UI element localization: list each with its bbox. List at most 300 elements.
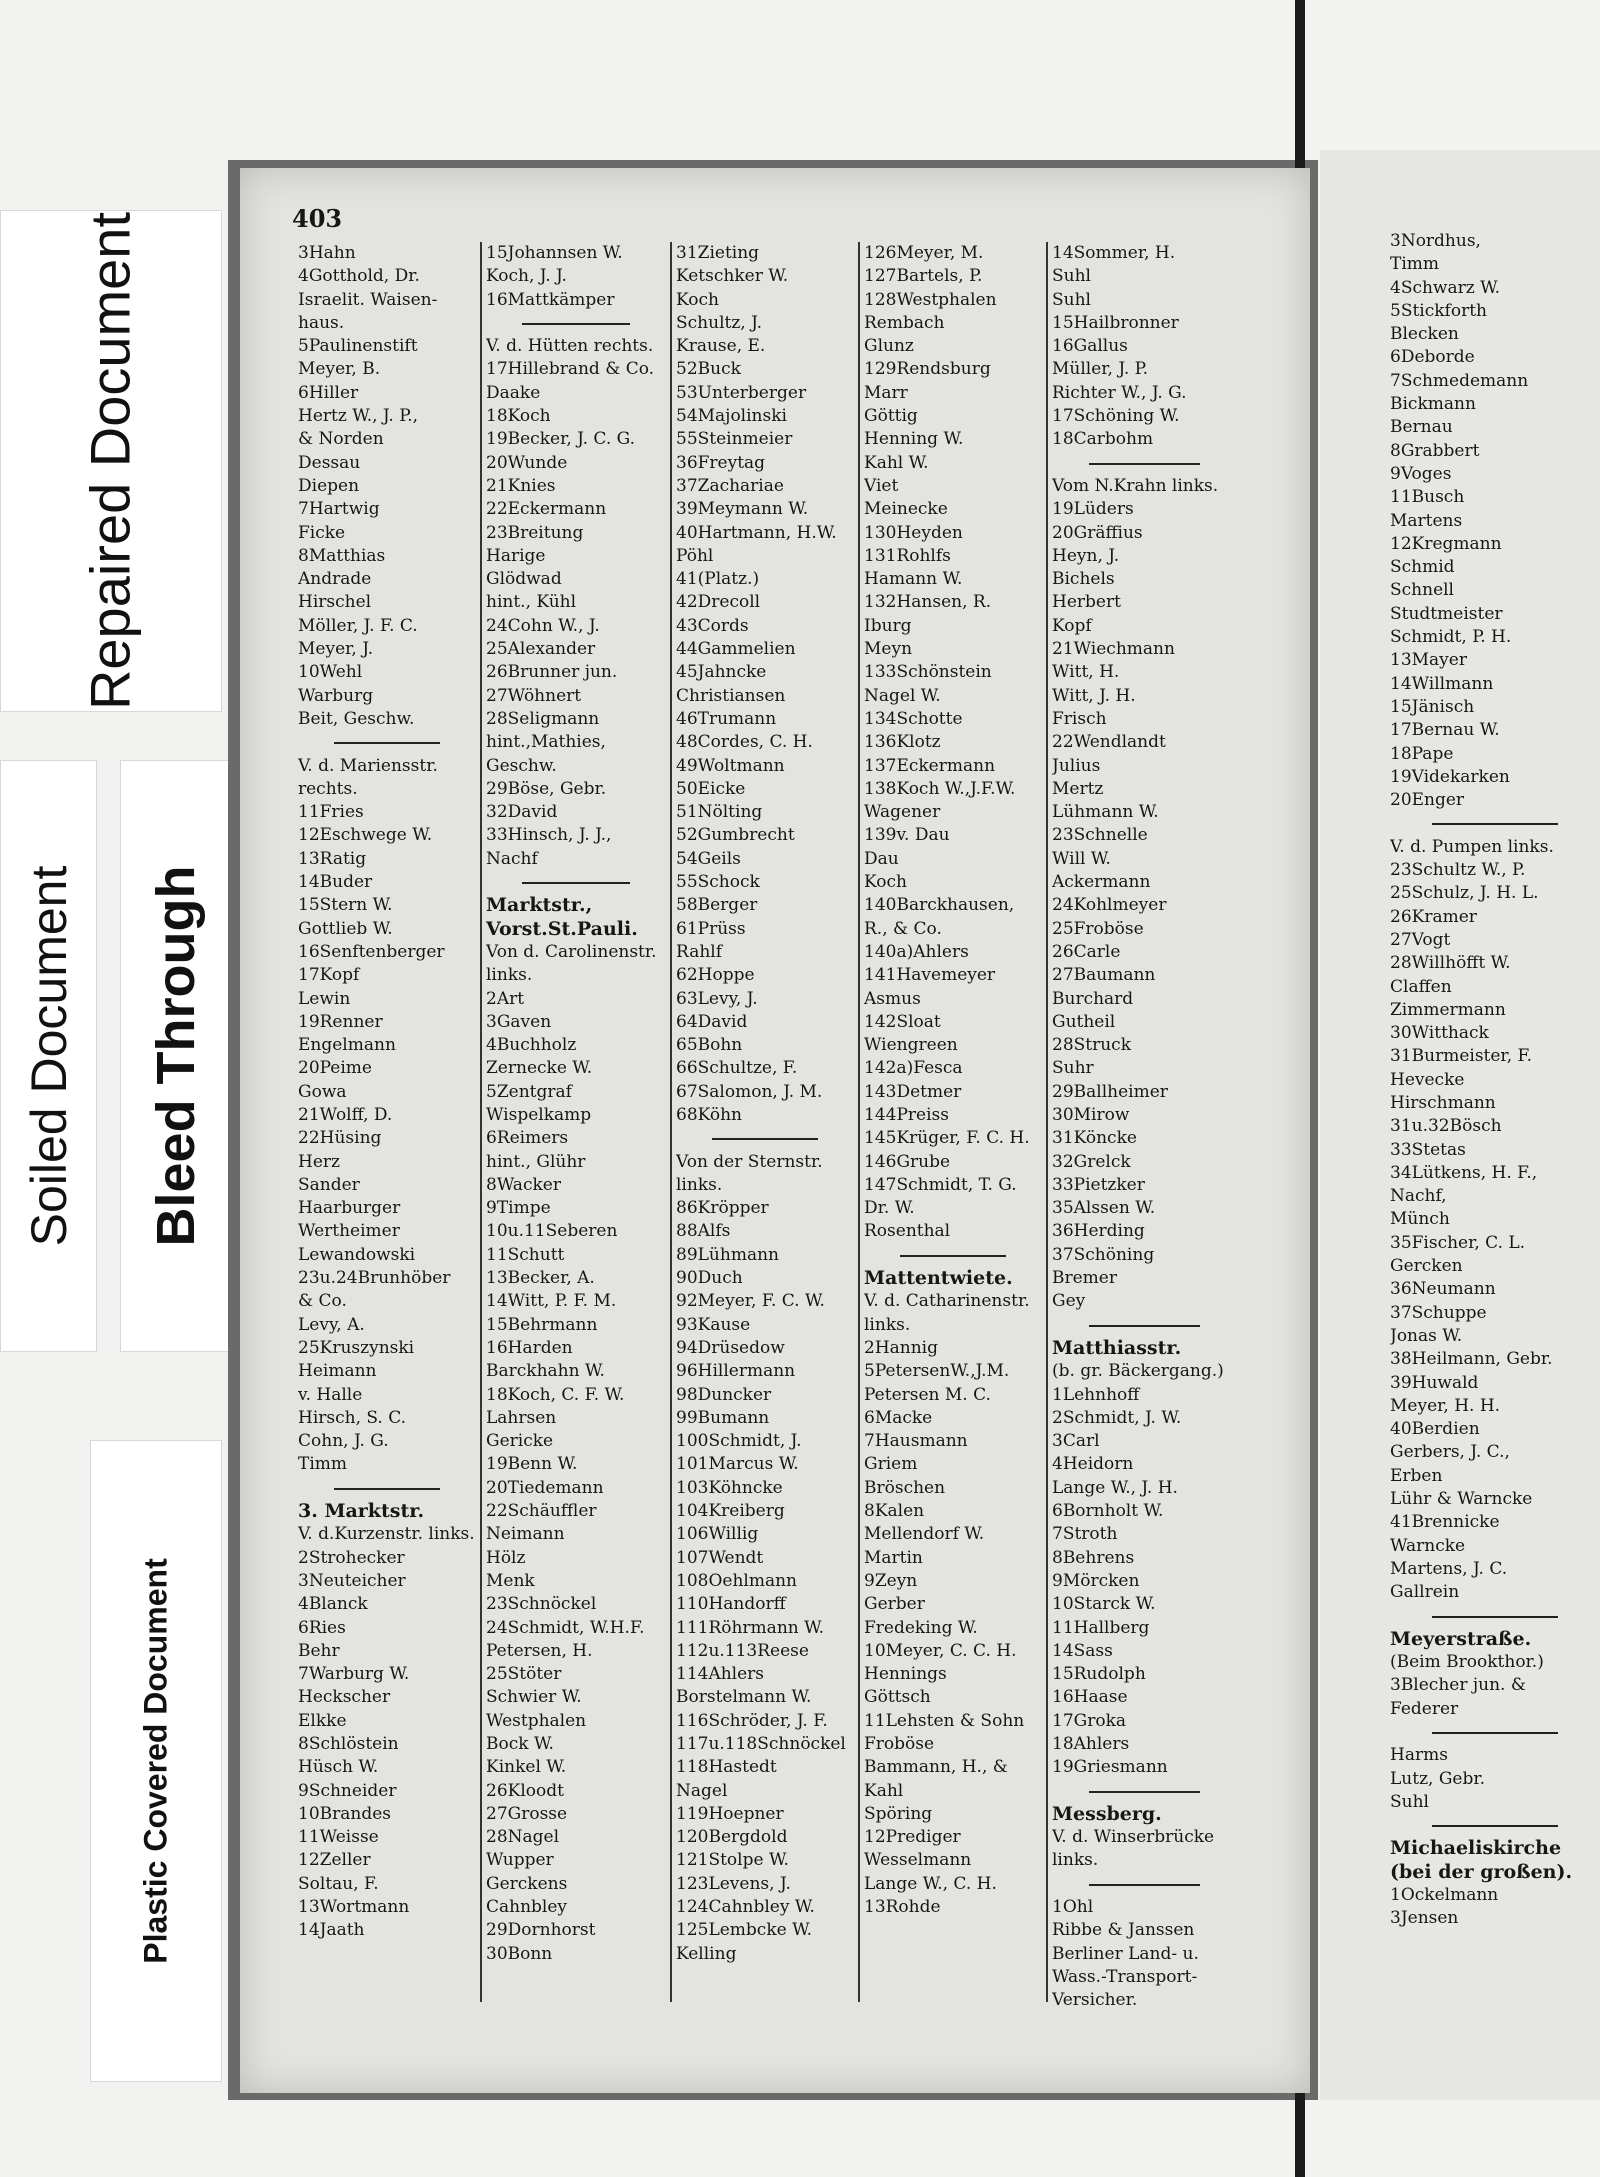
- section-rule: [1390, 812, 1600, 835]
- directory-entry: Göttig: [864, 406, 918, 427]
- directory-entry: 18Pape: [1390, 743, 1454, 764]
- directory-entry: Dr. W.: [864, 1198, 915, 1219]
- directory-entry: 36Herding: [1052, 1221, 1145, 1242]
- directory-entry: 34Lütkens, H. F.,: [1390, 1162, 1538, 1183]
- directory-entry: 5Zentgraf: [486, 1081, 572, 1102]
- directory-entry: Suhr: [1052, 1058, 1094, 1079]
- directory-entry: Harige: [486, 545, 546, 566]
- directory-entry: 17Groka: [1052, 1710, 1127, 1731]
- directory-entry: 106Willig: [676, 1524, 759, 1545]
- directory-entry: 3Neuteicher: [298, 1570, 406, 1591]
- street-heading: 3. Marktstr.: [298, 1500, 425, 1523]
- directory-entry: 25Froböse: [1052, 918, 1144, 939]
- directory-entry: 16Senftenberger: [298, 941, 445, 962]
- directory-entry: 4Schwarz W.: [1390, 277, 1501, 298]
- directory-entry: Kinkel W.: [486, 1757, 567, 1778]
- directory-entry: 7Hausmann: [864, 1431, 968, 1452]
- section-rule: [298, 1477, 476, 1500]
- section-rule: [1052, 1780, 1237, 1803]
- directory-entry: 24Kohlmeyer: [1052, 895, 1167, 916]
- directory-entry: 99Bumann: [676, 1407, 770, 1428]
- section-rule: [1052, 1873, 1237, 1896]
- directory-entry: 12Kregmann: [1390, 533, 1502, 554]
- directory-entry: 1Ohl: [1052, 1897, 1094, 1918]
- directory-entry: Kahl W.: [864, 452, 929, 473]
- directory-entry: 17Kopf: [298, 965, 360, 986]
- directory-entry: 26Carle: [1052, 941, 1121, 962]
- directory-entry: 141Havemeyer: [864, 965, 996, 986]
- directory-entry: 6Bornholt W.: [1052, 1501, 1164, 1522]
- directory-entry: Zimmermann: [1390, 999, 1506, 1020]
- directory-entry: 23u.24Brunhöber: [298, 1268, 451, 1289]
- directory-entry: 33Pietzker: [1052, 1174, 1145, 1195]
- directory-entry: Schmid: [1390, 557, 1455, 578]
- directory-entry: Zernecke W.: [486, 1058, 593, 1079]
- directory-entry: 11Schutt: [486, 1244, 565, 1265]
- section-rule: [1390, 1605, 1600, 1628]
- directory-entry: Wiengreen: [864, 1035, 958, 1056]
- directory-entry: Rembach: [864, 312, 945, 333]
- directory-entry: Wesselmann: [864, 1850, 972, 1871]
- directory-entry: Hirschel: [298, 592, 372, 613]
- directory-entry: 29Böse, Gebr.: [486, 778, 607, 799]
- section-rule: [1390, 1814, 1600, 1837]
- directory-entry: Petersen M. C.: [864, 1384, 991, 1405]
- directory-entry: Federer: [1390, 1698, 1459, 1719]
- column-divider: [670, 242, 672, 2002]
- directory-entry: 26Kloodt: [486, 1780, 564, 1801]
- directory-entry: 88Alfs: [676, 1221, 731, 1242]
- label-soiled: [0, 760, 97, 1352]
- directory-entry: Hertz W., J. P.,: [298, 406, 419, 427]
- directory-entry: Hölz: [486, 1547, 526, 1568]
- directory-entry: 100Schmidt, J.: [676, 1431, 802, 1452]
- directory-entry: 90Duch: [676, 1268, 743, 1289]
- directory-entry: 2Art: [486, 988, 525, 1009]
- directory-entry: 12Zeller: [298, 1850, 371, 1871]
- directory-entry: 28Nagel: [486, 1827, 560, 1848]
- directory-entry: Berliner Land- u.: [1052, 1943, 1199, 1964]
- directory-entry: Meinecke: [864, 499, 948, 520]
- directory-entry: Westphalen: [486, 1710, 587, 1731]
- directory-entry: 19Benn W.: [486, 1454, 578, 1475]
- directory-entry: 65Bohn: [676, 1035, 743, 1056]
- directory-entry: 27Vogt: [1390, 929, 1451, 950]
- directory-entry: 46Trumann: [676, 708, 777, 729]
- directory-entry: Kelling: [676, 1943, 737, 1964]
- directory-entry: Lühmann W.: [1052, 802, 1159, 823]
- directory-entry: Martin: [864, 1547, 923, 1568]
- directory-entry: Pöhl: [676, 545, 714, 566]
- directory-entry: Hennings: [864, 1664, 947, 1685]
- directory-entry: Schultz, J.: [676, 312, 762, 333]
- directory-entry: Suhl: [1052, 289, 1091, 310]
- directory-entry: 16Gallus: [1052, 336, 1128, 357]
- street-heading: Michaeliskirche: [1390, 1837, 1562, 1860]
- directory-entry: 25Stöter: [486, 1664, 562, 1685]
- directory-entry: Rosenthal: [864, 1221, 951, 1242]
- label-plastic: [90, 1440, 222, 2082]
- directory-entry: Schwier W.: [486, 1687, 582, 1708]
- directory-entry: hint., Kühl: [486, 592, 577, 613]
- directory-entry: & Co.: [298, 1291, 347, 1312]
- directory-entry: 9Mörcken: [1052, 1570, 1140, 1591]
- directory-entry: 9Schneider: [298, 1780, 397, 1801]
- directory-entry: Suhl: [1390, 1791, 1429, 1812]
- directory-entry: Vom N.Krahn links.: [1052, 475, 1219, 496]
- directory-entry: 54Geils: [676, 848, 741, 869]
- directory-entry: 10u.11Seberen: [486, 1221, 618, 1242]
- directory-entry: 11Fries: [298, 802, 364, 823]
- section-rule: [676, 1127, 854, 1150]
- street-heading: Marktstr.,: [486, 894, 593, 917]
- directory-entry: Burchard: [1052, 988, 1134, 1009]
- directory-entry: 6Reimers: [486, 1128, 569, 1149]
- directory-entry: 94Drüsedow: [676, 1337, 785, 1358]
- directory-entry: 53Unterberger: [676, 382, 807, 403]
- directory-entry: 19Videkarken: [1390, 766, 1510, 787]
- directory-entry: Witt, J. H.: [1052, 685, 1136, 706]
- directory-entry: 142a)Fesca: [864, 1058, 963, 1079]
- directory-entry: Gerbers, J. C.,: [1390, 1442, 1510, 1463]
- directory-entry: 24Cohn W., J.: [486, 615, 600, 636]
- directory-entry: 38Heilmann, Gebr.: [1390, 1349, 1553, 1370]
- directory-entry: Mertz: [1052, 778, 1104, 799]
- directory-entry: 15Johannsen W.: [486, 243, 623, 263]
- directory-entry: 18Koch, C. F. W.: [486, 1384, 625, 1405]
- directory-entry: Gallrein: [1390, 1582, 1460, 1603]
- directory-entry: links.: [864, 1314, 911, 1335]
- directory-entry: V. d. Mariensstr.: [298, 755, 438, 776]
- directory-entry: 31Köncke: [1052, 1128, 1137, 1149]
- directory-entry: 12Prediger: [864, 1827, 961, 1848]
- directory-entry: Gottlieb W.: [298, 918, 393, 939]
- directory-entry: V. d.Kurzenstr. links.: [298, 1524, 475, 1545]
- directory-column-1: [298, 242, 476, 1943]
- directory-entry: Ribbe & Janssen: [1052, 1920, 1195, 1941]
- directory-entry: 127Bartels, P.: [864, 266, 983, 287]
- directory-entry: 92Meyer, F. C. W.: [676, 1291, 825, 1312]
- street-heading: Mattentwiete.: [864, 1267, 1013, 1290]
- directory-entry: Froböse: [864, 1734, 935, 1754]
- directory-entry: (Beim Brookthor.): [1390, 1652, 1544, 1673]
- directory-entry: Blecken: [1390, 324, 1459, 345]
- section-rule: [1052, 452, 1237, 475]
- directory-entry: Claffen: [1390, 976, 1452, 997]
- directory-page: [240, 168, 1310, 2093]
- directory-entry: Israelit. Waisen-: [298, 289, 438, 310]
- directory-entry: 146Grube: [864, 1151, 951, 1172]
- directory-entry: 132Hansen, R.: [864, 592, 992, 613]
- directory-entry: 21Wiechmann: [1052, 639, 1175, 660]
- directory-entry: Glunz: [864, 336, 914, 357]
- directory-entry: 5Paulinenstift: [298, 336, 418, 357]
- directory-entry: 2Schmidt, J. W.: [1052, 1407, 1182, 1428]
- directory-entry: 21Wolff, D.: [298, 1104, 393, 1125]
- directory-entry: 129Rendsburg: [864, 359, 991, 380]
- directory-entry: Meyer, B.: [298, 359, 381, 380]
- directory-entry: 14Witt, P. F. M.: [486, 1291, 617, 1312]
- label-repaired-text: Repaired Document: [78, 211, 142, 711]
- directory-entry: 3Jensen: [1390, 1908, 1459, 1929]
- directory-entry: 35Alssen W.: [1052, 1198, 1156, 1219]
- directory-entry: 6Hiller: [298, 382, 359, 403]
- directory-entry: 50Eicke: [676, 778, 746, 799]
- directory-entry: 44Gammelien: [676, 639, 796, 660]
- column-divider: [1046, 242, 1048, 2002]
- directory-entry: 1Ockelmann: [1390, 1885, 1499, 1906]
- directory-entry: 6Ries: [298, 1617, 346, 1638]
- directory-entry: 40Hartmann, H.W.: [676, 522, 837, 543]
- directory-entry: 4Heidorn: [1052, 1454, 1134, 1475]
- directory-entry: 13Rohde: [864, 1897, 941, 1918]
- directory-entry: 52Gumbrecht: [676, 825, 795, 846]
- directory-entry: Herz: [298, 1151, 340, 1172]
- directory-entry: 68Köhn: [676, 1104, 743, 1125]
- directory-entry: 3Blecher jun. &: [1390, 1675, 1526, 1696]
- directory-entry: Neimann: [486, 1524, 565, 1545]
- directory-entry: 20Wunde: [486, 452, 568, 473]
- directory-entry: Jonas W.: [1390, 1325, 1463, 1346]
- directory-entry: Wupper: [486, 1850, 554, 1871]
- directory-entry: Wispelkamp: [486, 1104, 592, 1125]
- directory-entry: Mellendorf W.: [864, 1524, 985, 1545]
- directory-entry: 3Gaven: [486, 1011, 552, 1032]
- directory-entry: 117u.118Schnöckel: [676, 1734, 846, 1754]
- directory-entry: Heckscher: [298, 1687, 391, 1708]
- directory-column-5: [1052, 242, 1237, 2013]
- directory-entry: Hirschmann: [1390, 1092, 1496, 1113]
- directory-entry: Von der Sternstr.: [676, 1151, 823, 1172]
- section-rule: [486, 312, 666, 335]
- directory-entry: 143Detmer: [864, 1081, 962, 1102]
- directory-entry: Studtmeister: [1390, 603, 1503, 624]
- directory-entry: 19Griesmann: [1052, 1757, 1168, 1778]
- directory-entry: Levy, A.: [298, 1314, 365, 1335]
- directory-entry: 18Carbohm: [1052, 429, 1154, 450]
- directory-entry: 45Jahncke: [676, 662, 767, 683]
- directory-entry: Haarburger: [298, 1198, 401, 1219]
- directory-entry: Daake: [486, 382, 541, 403]
- directory-entry: Borstelmann W.: [676, 1687, 812, 1708]
- directory-entry: Bammann, H., &: [864, 1757, 1008, 1778]
- directory-entry: Müller, J. P.: [1052, 359, 1149, 380]
- directory-entry: 3Nordhus,: [1390, 231, 1481, 251]
- directory-entry: Krause, E.: [676, 336, 766, 357]
- street-heading: (bei der großen).: [1390, 1860, 1573, 1883]
- directory-entry: 144Preiss: [864, 1104, 949, 1125]
- directory-entry: Bremer: [1052, 1268, 1117, 1289]
- directory-entry: 4Gotthold, Dr.: [298, 266, 420, 287]
- directory-entry: V. d. Hütten rechts.: [486, 336, 654, 357]
- directory-column-2: [486, 242, 666, 1966]
- directory-entry: Lewandowski: [298, 1244, 416, 1265]
- directory-entry: Gowa: [298, 1081, 347, 1102]
- directory-entry: Bröschen: [864, 1477, 946, 1498]
- directory-entry: 128Westphalen: [864, 289, 997, 310]
- directory-entry: 67Salomon, J. M.: [676, 1081, 823, 1102]
- street-heading: Meyerstraße.: [1390, 1627, 1532, 1650]
- directory-entry: 19Lüders: [1052, 499, 1134, 520]
- directory-entry: Hevecke: [1390, 1069, 1465, 1090]
- directory-entry: Elkke: [298, 1710, 347, 1731]
- section-rule: [486, 871, 666, 894]
- page-number: 403: [292, 204, 343, 233]
- directory-entry: V. d. Winserbrücke: [1052, 1827, 1215, 1848]
- directory-entry: Asmus: [864, 988, 921, 1009]
- directory-entry: Schmidt, P. H.: [1390, 627, 1512, 648]
- directory-entry: Nagel W.: [864, 685, 941, 706]
- directory-entry: Lewin: [298, 988, 351, 1009]
- directory-entry: Martens: [1390, 510, 1463, 531]
- directory-entry: 126Meyer, M.: [864, 243, 984, 263]
- directory-entry: 86Kröpper: [676, 1198, 769, 1219]
- directory-entry: 51Nölting: [676, 802, 763, 823]
- directory-entry: 2Hannig: [864, 1337, 938, 1358]
- directory-entry: Beit, Geschw.: [298, 708, 415, 729]
- directory-entry: Meyer, J.: [298, 639, 374, 660]
- directory-entry: Dessau: [298, 452, 361, 473]
- directory-entry: Gey: [1052, 1291, 1086, 1312]
- directory-entry: 5PetersenW.,J.M.: [864, 1361, 1010, 1382]
- directory-entry: hint.,Mathies,: [486, 732, 606, 753]
- directory-entry: 9Timpe: [486, 1198, 551, 1219]
- directory-entry: 58Berger: [676, 895, 758, 916]
- directory-entry: Hamann W.: [864, 569, 963, 590]
- directory-entry: Nagel: [676, 1780, 728, 1801]
- directory-entry: Griem: [864, 1454, 918, 1475]
- directory-entry: 28Seligmann: [486, 708, 600, 729]
- directory-entry: 140a)Ahlers: [864, 941, 969, 962]
- directory-entry: 43Cords: [676, 615, 749, 636]
- directory-entry: Hüsch W.: [298, 1757, 379, 1778]
- directory-entry: Erben: [1390, 1465, 1443, 1486]
- directory-entry: Timm: [298, 1454, 348, 1475]
- directory-entry: 37Zachariae: [676, 475, 784, 496]
- directory-entry: 89Lühmann: [676, 1244, 779, 1265]
- directory-entry: 140Barckhausen,: [864, 895, 1015, 916]
- directory-entry: Martens, J. C.: [1390, 1558, 1508, 1579]
- directory-entry: 41(Platz.): [676, 569, 760, 590]
- directory-entry: 3Hahn: [298, 243, 356, 263]
- directory-entry: 22Wendlandt: [1052, 732, 1166, 753]
- directory-entry: 9Voges: [1390, 463, 1452, 484]
- directory-entry: 18Koch: [486, 406, 551, 427]
- directory-entry: 37Schöning: [1052, 1244, 1155, 1265]
- directory-entry: 13Mayer: [1390, 650, 1467, 671]
- directory-entry: 16Haase: [1052, 1687, 1128, 1708]
- directory-entry: Andrade: [298, 569, 372, 590]
- label-soiled-text: Soiled Document: [20, 865, 77, 1247]
- directory-entry: Witt, H.: [1052, 662, 1120, 683]
- label-panel: [0, 0, 230, 2177]
- directory-entry: 8Grabbert: [1390, 440, 1480, 461]
- directory-entry: 55Schock: [676, 872, 760, 893]
- directory-entry: 36Freytag: [676, 452, 766, 473]
- directory-entry: Nachf,: [1390, 1186, 1447, 1207]
- directory-entry: 20Tiedemann: [486, 1477, 604, 1498]
- directory-entry: Julius: [1052, 755, 1101, 776]
- directory-entry: 26Kramer: [1390, 906, 1477, 927]
- directory-entry: Schnell: [1390, 580, 1454, 601]
- directory-entry: 20Enger: [1390, 790, 1465, 811]
- directory-entry: Von d. Carolinenstr.: [486, 941, 657, 962]
- directory-entry: 114Ahlers: [676, 1664, 765, 1685]
- directory-entry: 63Levy, J.: [676, 988, 758, 1009]
- directory-entry: 27Wöhnert: [486, 685, 582, 706]
- directory-entry: Meyn: [864, 639, 913, 660]
- directory-entry: 14Sommer, H.: [1052, 243, 1176, 263]
- directory-entry: 19Becker, J. C. G.: [486, 429, 636, 450]
- directory-entry: 29Ballheimer: [1052, 1081, 1168, 1102]
- directory-entry: 27Grosse: [486, 1803, 568, 1824]
- directory-entry: Diepen: [298, 475, 360, 496]
- directory-entry: 30Bonn: [486, 1943, 553, 1964]
- directory-entry: 35Fischer, C. L.: [1390, 1232, 1526, 1253]
- directory-entry: Gerber: [864, 1594, 925, 1615]
- directory-entry: Heyn, J.: [1052, 545, 1120, 566]
- directory-entry: Warburg: [298, 685, 374, 706]
- directory-entry: 33Stetas: [1390, 1139, 1466, 1160]
- directory-entry: Spöring: [864, 1803, 933, 1824]
- column-divider: [480, 242, 482, 2002]
- directory-entry: Gutheil: [1052, 1011, 1116, 1032]
- directory-entry: Lahrsen: [486, 1407, 557, 1428]
- directory-entry: 134Schotte: [864, 708, 963, 729]
- directory-entry: 41Brennicke: [1390, 1512, 1500, 1533]
- directory-entry: 14Buder: [298, 872, 373, 893]
- directory-entry: 49Woltmann: [676, 755, 785, 776]
- directory-entry: Christiansen: [676, 685, 786, 706]
- directory-entry: Will W.: [1052, 848, 1111, 869]
- directory-entry: 28Struck: [1052, 1035, 1132, 1056]
- directory-entry: Suhl: [1052, 266, 1091, 287]
- directory-entry: 5Stickforth: [1390, 300, 1487, 321]
- directory-entry: 119Hoepner: [676, 1803, 784, 1824]
- directory-entry: 8Kalen: [864, 1501, 925, 1522]
- directory-entry: Hirsch, S. C.: [298, 1407, 407, 1428]
- directory-entry: 29Dornhorst: [486, 1920, 596, 1941]
- directory-entry: 8Schlöstein: [298, 1734, 399, 1754]
- directory-entry: 14Sass: [1052, 1640, 1113, 1661]
- directory-entry: 13Ratig: [298, 848, 367, 869]
- label-bleed-text: Bleed Through: [146, 865, 206, 1247]
- directory-entry: Harms: [1390, 1745, 1448, 1766]
- directory-entry: Göttsch: [864, 1687, 931, 1708]
- directory-entry: 20Peime: [298, 1058, 372, 1079]
- directory-entry: haus.: [298, 312, 345, 333]
- directory-entry: Gercken: [1390, 1256, 1463, 1277]
- directory-entry: Dau: [864, 848, 899, 869]
- section-rule: [298, 731, 476, 754]
- directory-entry: 142Sloat: [864, 1011, 941, 1032]
- directory-entry: 15Behrmann: [486, 1314, 598, 1335]
- directory-entry: 31Zieting: [676, 243, 760, 263]
- directory-entry: Timm: [1390, 254, 1440, 275]
- directory-entry: 138Koch W.,J.F.W.: [864, 778, 1016, 799]
- directory-entry: 131Rohlfs: [864, 545, 951, 566]
- directory-entry: 24Schmidt, W.H.F.: [486, 1617, 645, 1638]
- directory-entry: 116Schröder, J. F.: [676, 1710, 828, 1731]
- directory-entry: 4Blanck: [298, 1594, 368, 1615]
- directory-entry: links.: [1052, 1850, 1099, 1871]
- directory-entry: 110Handorff: [676, 1594, 786, 1615]
- directory-entry: 10Starck W.: [1052, 1594, 1156, 1615]
- directory-entry: 36Neumann: [1390, 1279, 1496, 1300]
- directory-entry: 15Jänisch: [1390, 696, 1475, 717]
- directory-entry: Ackermann: [1052, 872, 1151, 893]
- directory-entry: 133Schönstein: [864, 662, 992, 683]
